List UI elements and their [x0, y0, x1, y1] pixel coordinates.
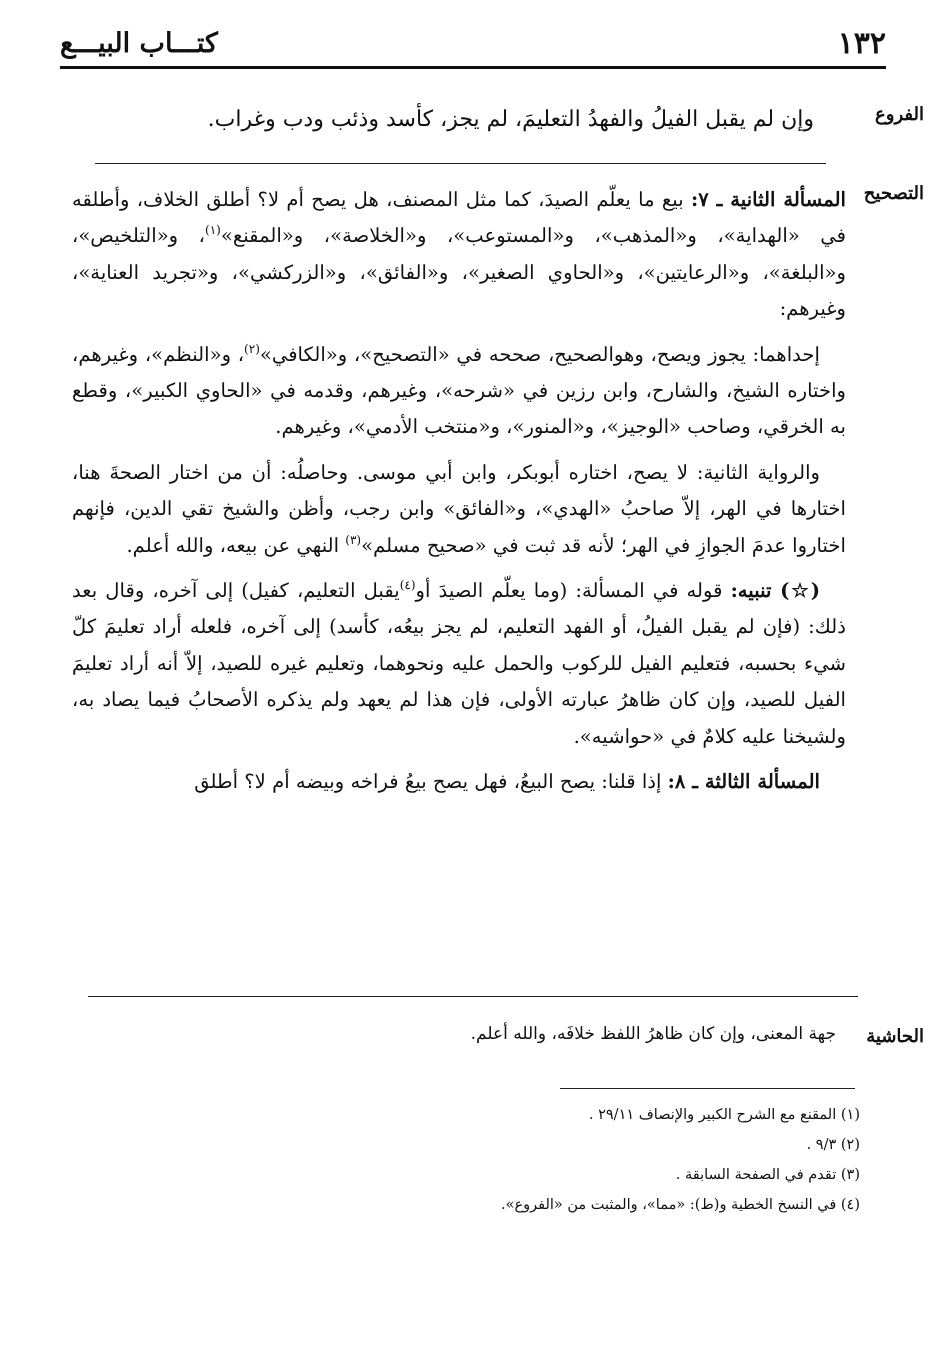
question-8-text: إذا قلنا: يصح البيعُ، فهل يصح بيعُ فراخه وبيضه أم لا؟ أطلق	[194, 770, 668, 794]
furu-sentence: وإن لم يقبل الفيلُ والفهدُ التعليمَ، لم يجز، كأسد وذئب ودب وغراب.	[207, 107, 814, 132]
question-7-label: المسألة الثانية ـ ٧:	[690, 188, 846, 211]
first-narration-paragraph	[72, 337, 846, 446]
question-8-paragraph	[72, 764, 846, 800]
footnote: (٤) في النسخ الخطية و(ط): «مما»، والمثبت من «الفروع».	[501, 1197, 860, 1213]
question-7-text-cont: ، و«التلخيص»، و«البلغة»، و«الرعايتين»، و«الحاوي الصغير»، و«الفائق»، و«الزركشي»، و«تجريد العناية»، وغيرهم:	[72, 224, 846, 321]
book-title: كتـــاب البيـــع	[60, 28, 218, 59]
footnotes	[340, 1100, 860, 1220]
hashiya-text: جهة المعنى، وإن كان ظاهرُ اللفظ خلافَه، والله أعلم.	[470, 1024, 836, 1044]
header-rule	[60, 66, 886, 69]
furu-label: الفروع	[875, 104, 924, 125]
hashiya-label: الحاشية	[866, 1026, 924, 1047]
tashih-text	[72, 182, 846, 810]
footnote: (١) المقنع مع الشرح الكبير والإنصاف ٢٩/١١ .	[588, 1107, 860, 1123]
note-paragraph	[72, 573, 846, 755]
footnote-rule	[560, 1088, 855, 1089]
footnote-ref-1: (١)	[205, 223, 221, 238]
note-label: تنبيه:	[730, 579, 781, 603]
second-narration-text: والرواية الثانية: لا يصح، اختاره أبوبكر، وابن أبي موسى. وحاصلُه: أن من اختار الصحةَ هنا، اختارها في الهر، إلاّ صاحبُ «الهدي»، و«الفائق» وابن رجب، وأظن والشيخ تقي الدين، فإنهم اختاروا عدمَ الجوازِ في الهر؛ لأنه قد ثبت في «صحيح مسلم»	[72, 460, 846, 557]
question-7-text: بيع ما يعلّم الصيدَ، كما مثل المصنف، هل يصح أم لا؟ أطلق الخلاف، وأطلقه في «الهداية»، و«المذهب»، و«المستوعب»، و«الخلاصة»، و«المقنع»	[72, 188, 846, 248]
question-8-label: المسألة الثالثة ـ ٨:	[667, 770, 820, 794]
second-narration-paragraph	[72, 455, 846, 564]
second-narration-text-cont: النهي عن بيعه، والله أعلم.	[126, 533, 346, 557]
footnote: (٢) ٩/٣ .	[806, 1137, 860, 1153]
page-header	[60, 24, 886, 68]
question-7-paragraph	[72, 182, 846, 328]
footnote-ref-3: (٣)	[345, 532, 362, 547]
section-divider	[88, 996, 858, 997]
footnote: (٣) تقدم في الصفحة السابقة .	[675, 1167, 860, 1183]
furu-text	[80, 100, 814, 140]
section-divider	[95, 163, 826, 164]
footnote-ref-4: (٤)	[399, 578, 416, 593]
tashih-label: التصحيح	[863, 183, 924, 204]
first-narration-text: إحداهما: يجوز ويصح، وهوالصحيح، صححه في «التصحيح»، و«الكافي»	[259, 342, 820, 366]
page-number: ١٣٢	[837, 26, 886, 61]
note-text: قوله في المسألة: (وما يعلّم الصيدَ أو	[415, 579, 731, 603]
note-text-cont: يقبل التعليم، كفيل) إلى آخره، وقال بعد ذلك: (فإن لم يقبل الفيلُ، أو الفهد التعليم، لم يجز بيعُه، كأسد) إلى آخره، فلعله أراد تعليمَ كلّ شيء بحسبه، فتعليم الفيل للركوب والحمل عليه ونحوهما، وتعليم غيره للصيد، إلاّ أنه أراد تعليمَ الفيل للصيد، وإن كان ظاهرُ عبارته الأولى، فإن هذا لم يعهد ولم يذكره الأصحابُ فيما يصاد به، ولشيخنا عليه كلامٌ في «حواشيه».	[72, 579, 846, 748]
footnote-ref-2: (٢)	[244, 341, 260, 356]
first-narration-text-cont: ، و«النظم»، وغيرهم، واختاره الشيخ، والشارح، وابن رزين في «شرحه»، وغيرهم، وقدمه في «الحاوي الكبير»، وقطع به الخرقي، وصاحب «الوجيز»، و«المنور»، و«منتخب الأدمي»، وغيرهم.	[72, 342, 846, 439]
star-mark: (☆)	[780, 579, 820, 603]
